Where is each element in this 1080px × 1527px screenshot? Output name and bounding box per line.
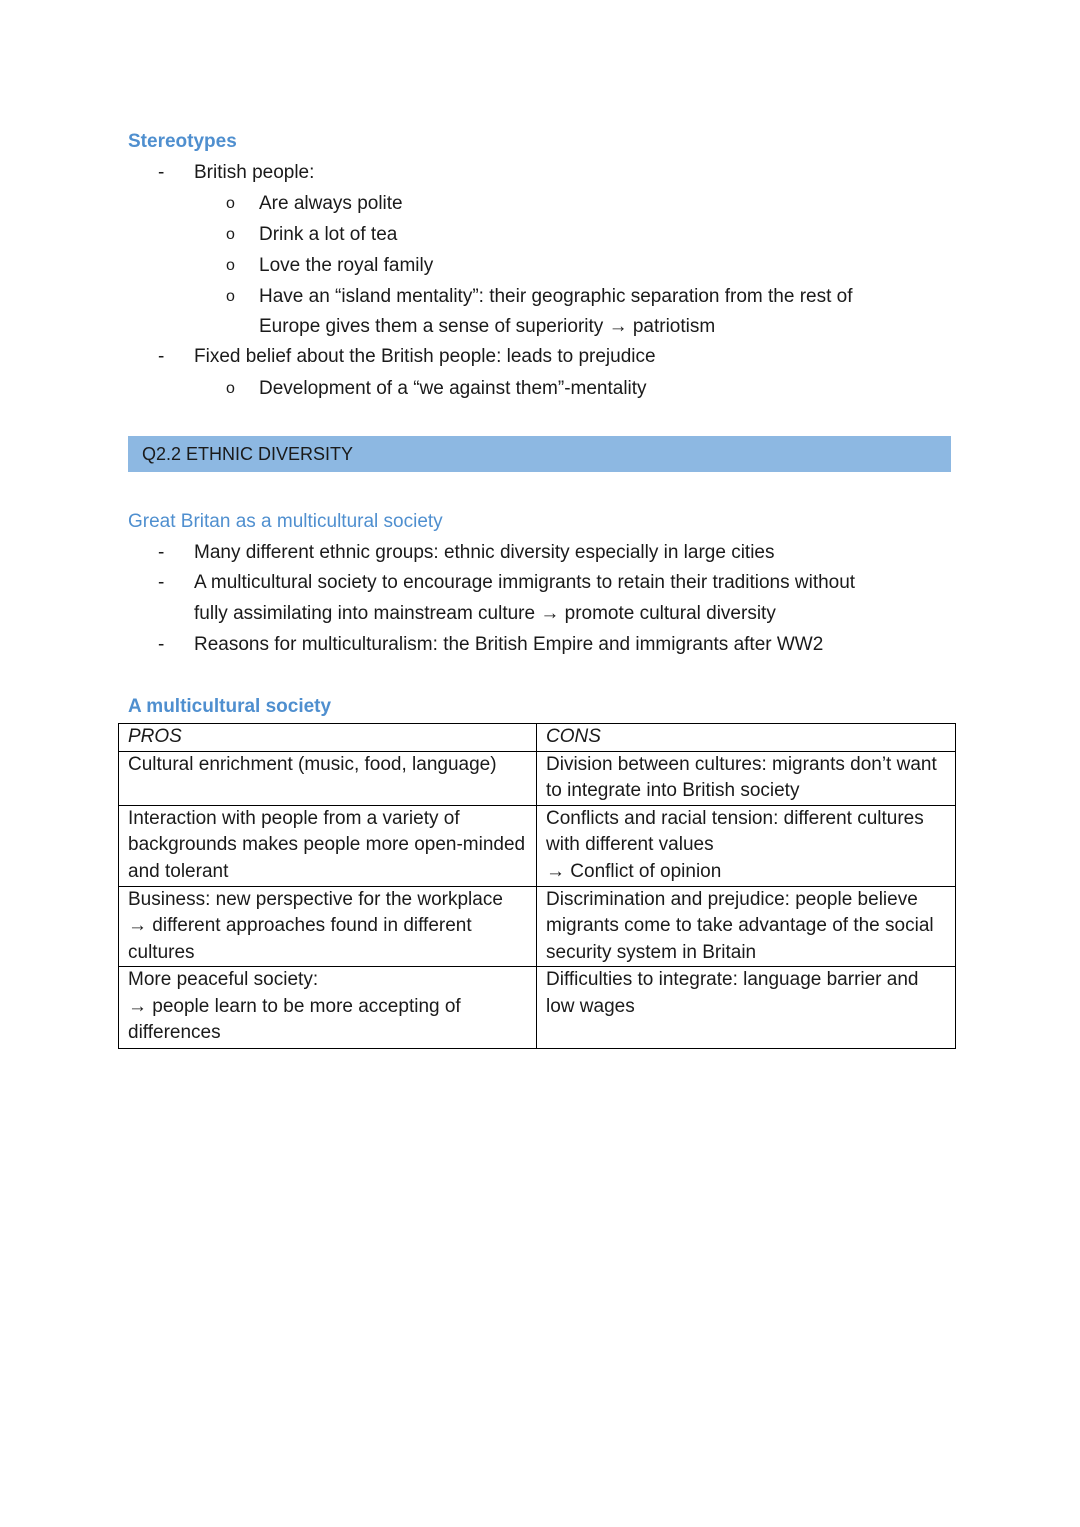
- table-header-row: [119, 724, 956, 752]
- list-item: Development of a “we against them”-mentality: [259, 378, 647, 399]
- bullet-dash: -: [158, 634, 165, 655]
- table-heading: A multicultural society: [128, 696, 332, 717]
- multicultural-heading: Great Britan as a multicultural society: [128, 511, 443, 532]
- table-row: [119, 805, 956, 886]
- list-item: Reasons for multiculturalism: the British Empire and immigrants after WW2: [194, 634, 824, 655]
- bullet-dash: -: [158, 572, 165, 593]
- stereotypes-heading: Stereotypes: [128, 131, 237, 152]
- pros-cell: Interaction with people from a variety of backgrounds makes people more open-minded and tolerant: [119, 805, 537, 886]
- table-row: [119, 886, 956, 967]
- list-item: Love the royal family: [259, 255, 434, 276]
- cons-cell: Difficulties to integrate: language barrier and low wages: [537, 967, 956, 1049]
- list-item-continued: Europe gives them a sense of superiority → patriotism: [259, 316, 716, 337]
- bullet-circle: o: [226, 226, 235, 243]
- list-item: A multicultural society to encourage immigrants to retain their traditions without: [194, 572, 856, 593]
- bullet-circle: o: [226, 257, 235, 274]
- cons-cell: Discrimination and prejudice: people believe migrants come to take advantage of the social security system in Britain: [537, 886, 956, 967]
- list-item: Have an “island mentality”: their geographic separation from the rest of: [259, 286, 853, 307]
- list-item: Drink a lot of tea: [259, 224, 398, 245]
- bullet-circle: o: [226, 288, 235, 305]
- cons-header: CONS: [537, 724, 956, 752]
- list-item-continued: fully assimilating into mainstream culture → promote cultural diversity: [194, 603, 776, 624]
- list-item: Are always polite: [259, 193, 403, 214]
- section-title: Q2.2 ETHNIC DIVERSITY: [142, 444, 354, 464]
- bullet-circle: o: [226, 195, 235, 212]
- list-item: Many different ethnic groups: ethnic diversity especially in large cities: [194, 542, 775, 563]
- bullet-dash: -: [158, 162, 165, 183]
- pros-cell: More peaceful society: → people learn to be more accepting of differences: [119, 967, 537, 1049]
- bullet-circle: o: [226, 380, 235, 397]
- table-row: [119, 751, 956, 805]
- bullet-dash: -: [158, 542, 165, 563]
- pros-cell: Cultural enrichment (music, food, language): [119, 751, 537, 805]
- list-item: British people:: [194, 162, 315, 183]
- pros-header: PROS: [119, 724, 537, 752]
- bullet-dash: -: [158, 346, 165, 367]
- list-item: Fixed belief about the British people: leads to prejudice: [194, 346, 656, 367]
- pros-cell: Business: new perspective for the workplace → different approaches found in different cultures: [119, 886, 537, 967]
- pros-cons-table: [118, 723, 956, 1049]
- section-header-bar: [128, 436, 951, 472]
- table-row: [119, 967, 956, 1049]
- cons-cell: Division between cultures: migrants don’t want to integrate into British society: [537, 751, 956, 805]
- cons-cell: Conflicts and racial tension: different cultures with different values → Conflict of opinion: [537, 805, 956, 886]
